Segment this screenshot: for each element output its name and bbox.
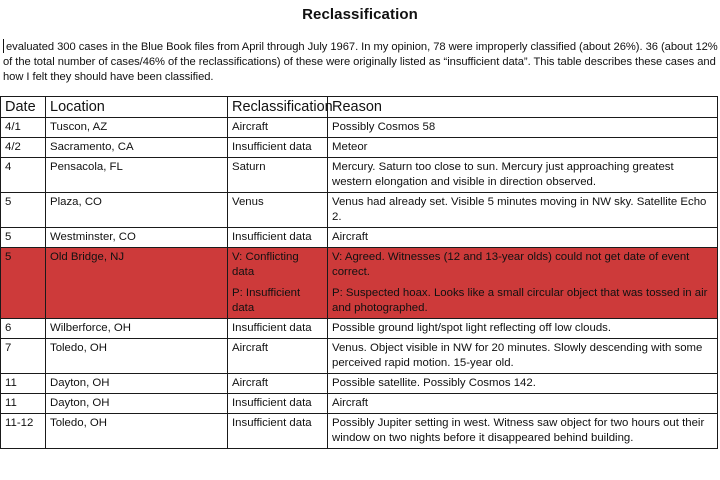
- reclassification-text: Aircraft: [232, 342, 269, 354]
- cell-location: Westminster, CO: [46, 228, 228, 248]
- table-row: [1, 414, 718, 449]
- reclassification-text: P: Insufficient data: [232, 287, 301, 314]
- table-row: [1, 319, 718, 339]
- cell-date: 5: [1, 228, 46, 248]
- reason-text: P: Suspected hoax. Looks like a small circular object that was tossed in air and photographed.: [332, 287, 708, 314]
- cell-date: 11: [1, 374, 46, 394]
- reason-text: Possible ground light/spot light reflecting off low clouds.: [332, 322, 612, 334]
- reason-text: Mercury. Saturn too close to sun. Mercury just approaching greatest western elongation and visible in direction observed.: [332, 161, 674, 188]
- cell-reason: [328, 319, 718, 339]
- table-row: [1, 118, 718, 138]
- table-row: [1, 339, 718, 374]
- reclassification-text: Aircraft: [232, 377, 269, 389]
- reclassification-table: [0, 96, 718, 449]
- cell-reason: [328, 193, 718, 228]
- cell-date: 11-12: [1, 414, 46, 449]
- reclassification-text: Aircraft: [232, 121, 269, 133]
- cell-reclassification: [228, 228, 328, 248]
- cell-location: Toledo, OH: [46, 414, 228, 449]
- reason-text: V: Agreed. Witnesses (12 and 13-year olds) could not get date of event correct.: [332, 251, 690, 278]
- cell-date: 4: [1, 158, 46, 193]
- table-row: [1, 374, 718, 394]
- cell-date: 4/1: [1, 118, 46, 138]
- cell-reclassification: [228, 138, 328, 158]
- cell-reclassification: [228, 319, 328, 339]
- reason-text: Venus. Object visible in NW for 20 minutes. Slowly descending with some perceived rapid motion. 15-year old.: [332, 342, 703, 369]
- reclassification-text: Insufficient data: [232, 141, 312, 153]
- cell-location: Pensacola, FL: [46, 158, 228, 193]
- reason-text: Possibly Jupiter setting in west. Witness saw object for two hours out their window on two nights before it disappeared behind building.: [332, 417, 705, 444]
- header-reason: Reason: [328, 97, 718, 118]
- cell-date: 7: [1, 339, 46, 374]
- intro-paragraph: [3, 39, 719, 85]
- cell-location: Wilberforce, OH: [46, 319, 228, 339]
- cell-reclassification: [228, 339, 328, 374]
- header-location: Location: [46, 97, 228, 118]
- cell-reason: [328, 118, 718, 138]
- reclassification-text: Venus: [232, 196, 264, 208]
- cell-reason: [328, 248, 718, 319]
- cell-reason: [328, 138, 718, 158]
- intro-text: evaluated 300 cases in the Blue Book files from April through July 1967. In my opinion, 78 were improperly classified (about 26%). 36 (about 12% of the total number of cases/46% of the reclassifications) of these were originally listed as “insufficient data”. This table describes these cases and how I felt they should have been classified.: [3, 41, 718, 83]
- cell-reclassification: [228, 414, 328, 449]
- cell-location: Toledo, OH: [46, 339, 228, 374]
- reason-text: Possibly Cosmos 58: [332, 121, 436, 133]
- cell-reclassification: [228, 118, 328, 138]
- cell-date: 6: [1, 319, 46, 339]
- cell-date: 5: [1, 248, 46, 319]
- reclassification-text: Insufficient data: [232, 417, 312, 429]
- cell-location: Dayton, OH: [46, 394, 228, 414]
- reclassification-text: V: Conflicting data: [232, 251, 299, 278]
- reclassification-text: Insufficient data: [232, 231, 312, 243]
- cell-reason: [328, 339, 718, 374]
- cell-reason: [328, 374, 718, 394]
- reclassification-text: Insufficient data: [232, 322, 312, 334]
- cell-location: Plaza, CO: [46, 193, 228, 228]
- cell-location: Sacramento, CA: [46, 138, 228, 158]
- cell-reason: [328, 394, 718, 414]
- header-date: Date: [1, 97, 46, 118]
- reason-text: Possible satellite. Possibly Cosmos 142.: [332, 377, 536, 389]
- cell-reclassification: [228, 248, 328, 319]
- cell-reclassification: [228, 394, 328, 414]
- table-row: [1, 394, 718, 414]
- table-row: [1, 193, 718, 228]
- cell-reason: [328, 414, 718, 449]
- page-title: Reclassification: [302, 6, 418, 23]
- cell-reason: [328, 228, 718, 248]
- reason-text: Aircraft: [332, 231, 369, 243]
- table-body: [1, 118, 718, 449]
- table-row: [1, 158, 718, 193]
- cell-location: Old Bridge, NJ: [46, 248, 228, 319]
- text-cursor: [3, 39, 4, 53]
- table-row: [1, 228, 718, 248]
- reclassification-text: Saturn: [232, 161, 266, 173]
- cell-date: 11: [1, 394, 46, 414]
- cell-reclassification: [228, 158, 328, 193]
- table-row: [1, 138, 718, 158]
- reason-text: Meteor: [332, 141, 368, 153]
- table-row: [1, 248, 718, 319]
- reclassification-text: Insufficient data: [232, 397, 312, 409]
- cell-reason: [328, 158, 718, 193]
- table-header-row: [1, 97, 718, 118]
- cell-location: Dayton, OH: [46, 374, 228, 394]
- cell-reclassification: [228, 193, 328, 228]
- reason-text: Venus had already set. Visible 5 minutes moving in NW sky. Satellite Echo 2.: [332, 196, 707, 223]
- cell-location: Tuscon, AZ: [46, 118, 228, 138]
- cell-date: 5: [1, 193, 46, 228]
- header-reclassification: Reclassification: [228, 97, 328, 118]
- cell-date: 4/2: [1, 138, 46, 158]
- cell-reclassification: [228, 374, 328, 394]
- reason-text: Aircraft: [332, 397, 369, 409]
